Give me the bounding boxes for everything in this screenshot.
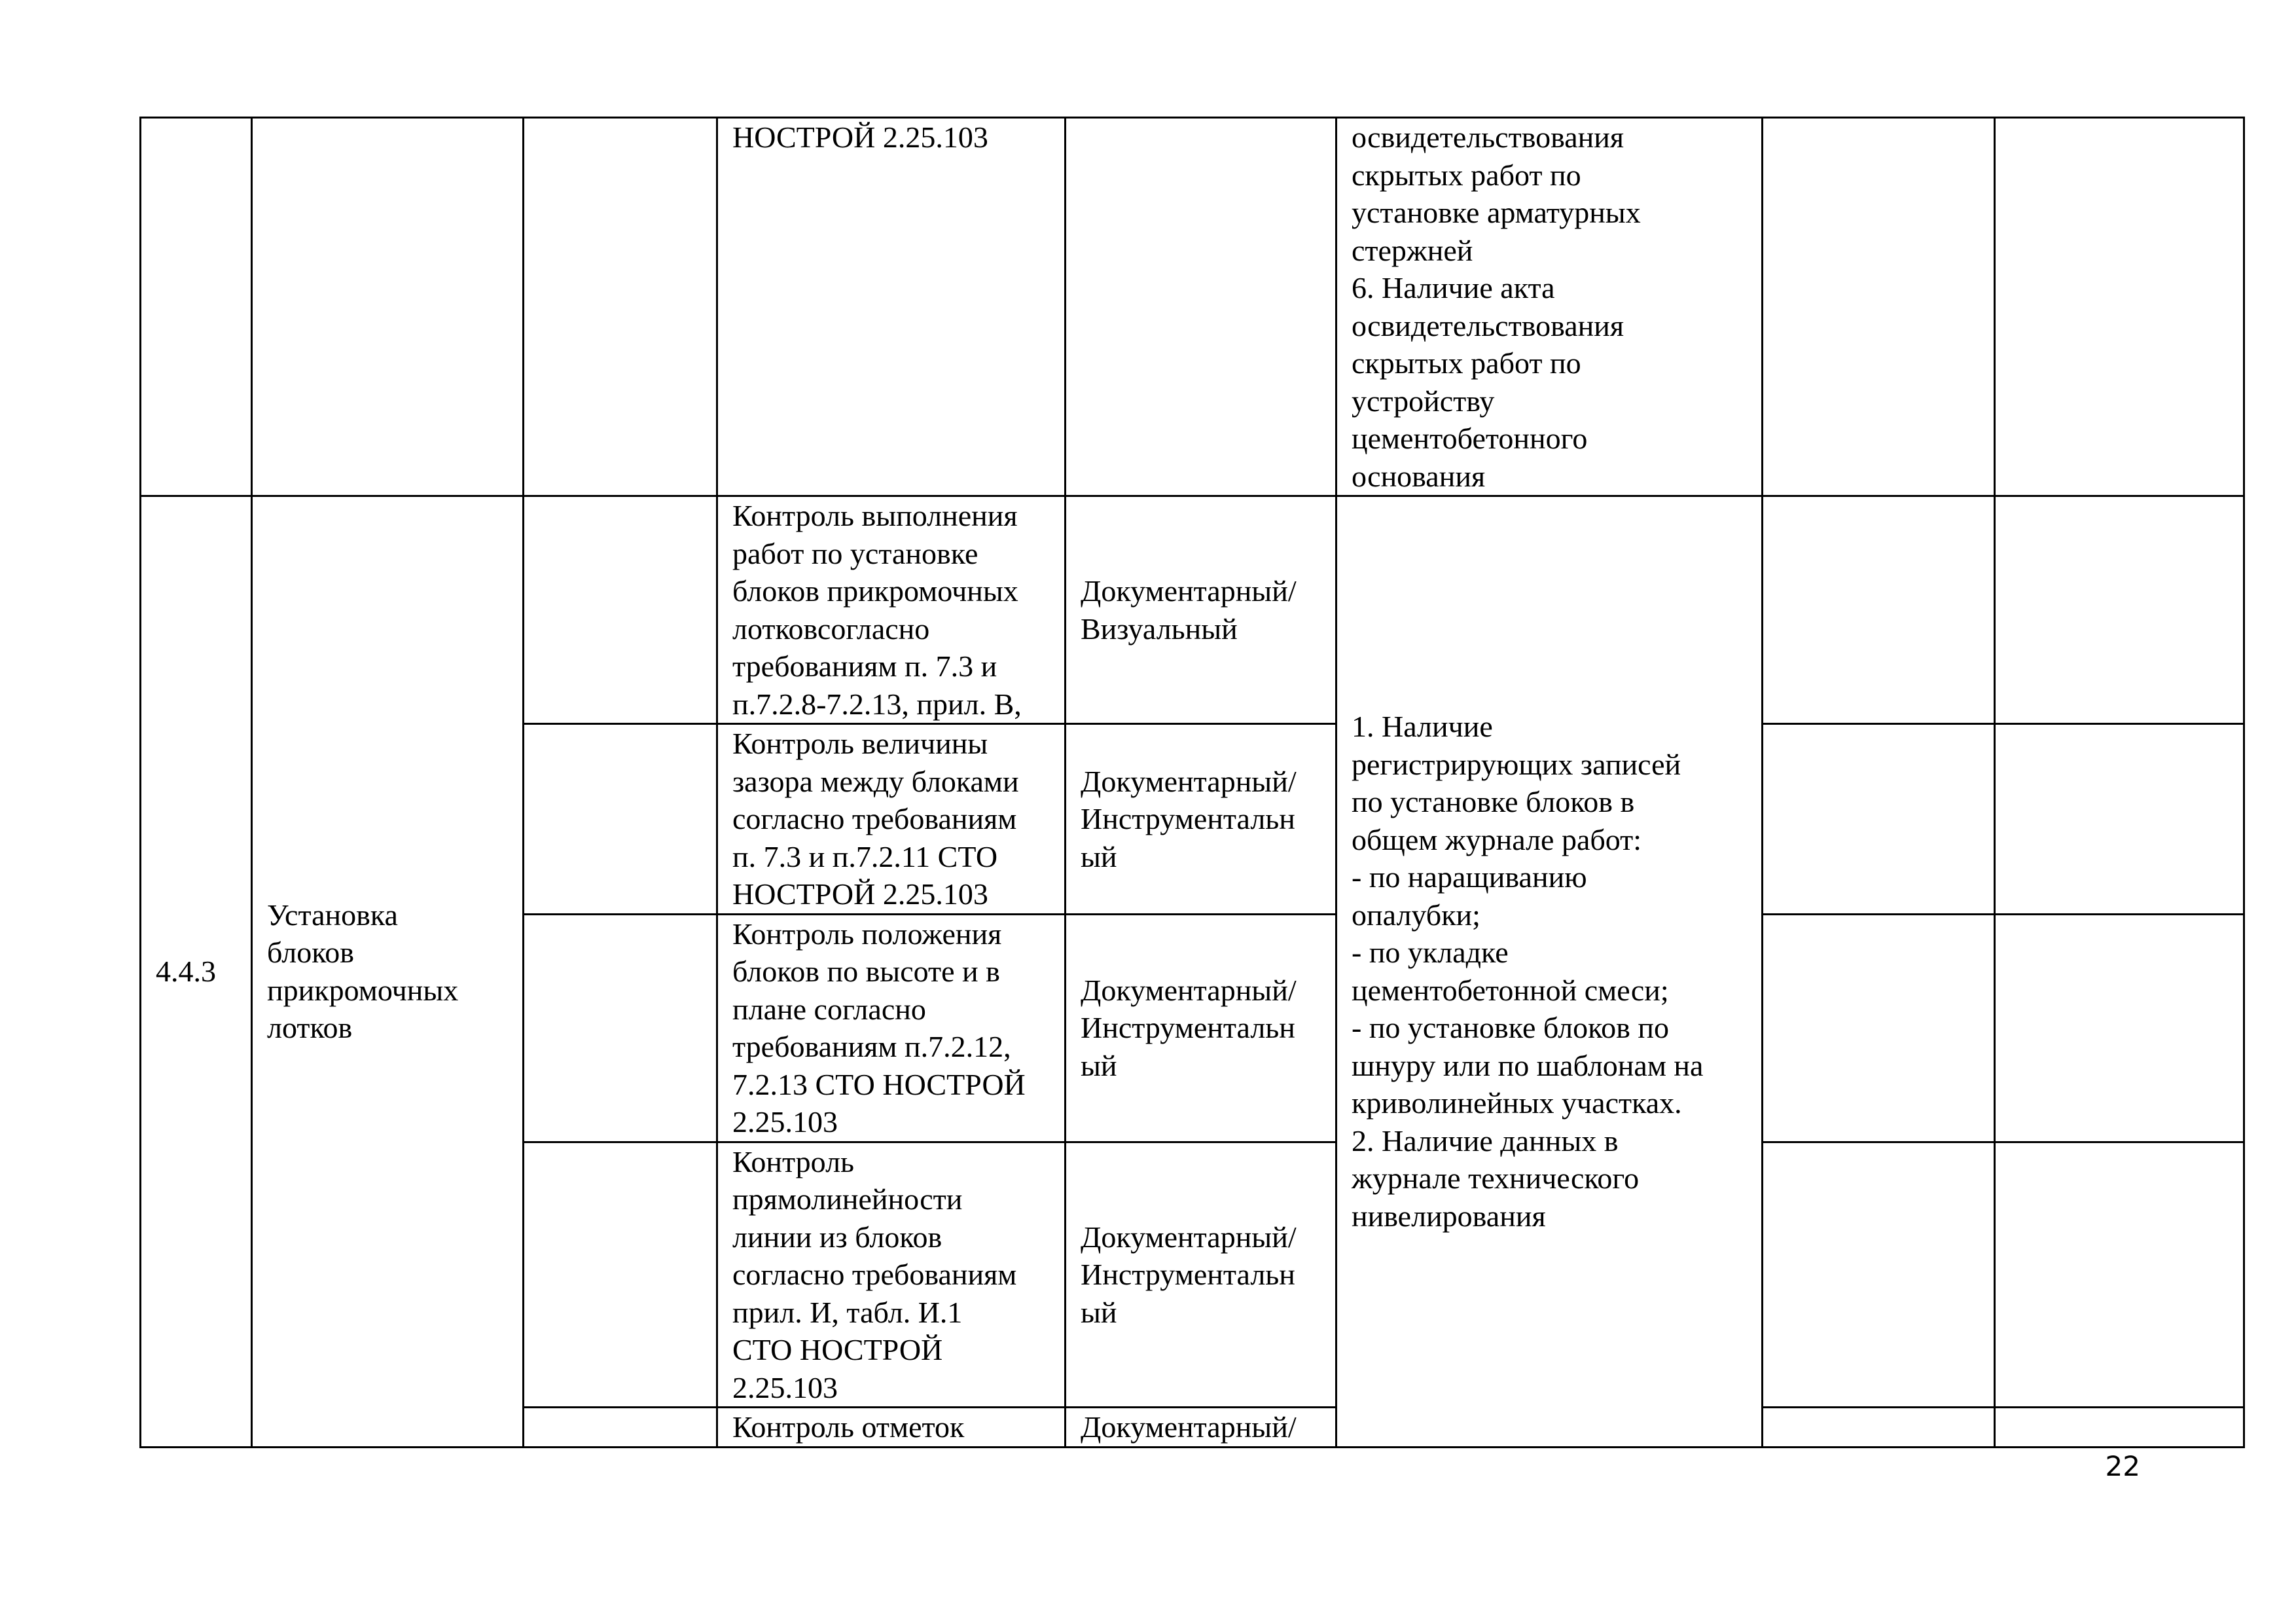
documents-cell: освидетельствования скрытых работ по установке арматурных стержней 6. Наличие акта освидетельствования скрытых работ по устройству цементобетонного основания (1336, 118, 1763, 496)
requirement-cell: Контроль величины зазора между блоками согласно требованиям п. 7.3 и п.7.2.11 СТО НОСТРОЙ 2.25.103 (717, 724, 1066, 915)
empty-cell (1995, 1408, 2244, 1448)
empty-cell (1995, 1142, 2244, 1408)
method-cell (1066, 118, 1336, 496)
requirement-cell: Контроль выполнения работ по установке блоков прикромочных лотковсогласно требованиям п. 7.3 и п.7.2.8-7.2.13, прил. В, (717, 496, 1066, 724)
empty-cell (524, 914, 717, 1142)
method-cell: Документарный/ Инструментальн ый (1066, 914, 1336, 1142)
page-number: 22 (2105, 1450, 2140, 1482)
empty-cell (524, 1408, 717, 1448)
empty-cell (1763, 496, 1995, 724)
empty-cell (1995, 496, 2244, 724)
empty-cell (524, 724, 717, 915)
section-number-cell (141, 118, 252, 496)
empty-cell (524, 118, 717, 496)
requirement-cell: Контроль прямолинейности линии из блоков согласно требованиям прил. И, табл. И.1 СТО НОСТРОЙ 2.25.103 (717, 1142, 1066, 1408)
empty-cell (1995, 724, 2244, 915)
continuation-row (141, 118, 2244, 496)
section-title-cell: Установка блоков прикромочных лотков (252, 496, 524, 1448)
method-cell: Документарный/ Инструментальн ый (1066, 1142, 1336, 1408)
requirement-cell: Контроль отметок (717, 1408, 1066, 1448)
requirement-cell: Контроль положения блоков по высоте и в плане согласно требованиям п.7.2.12, 7.2.13 СТО НОСТРОЙ 2.25.103 (717, 914, 1066, 1142)
section-number-cell: 4.4.3 (141, 496, 252, 1448)
empty-cell (1995, 914, 2244, 1142)
empty-cell (1763, 724, 1995, 915)
empty-cell (1763, 1408, 1995, 1448)
requirement-cell: НОСТРОЙ 2.25.103 (717, 118, 1066, 496)
method-cell: Документарный/ (1066, 1408, 1336, 1448)
table-row (141, 496, 2244, 724)
section-title-cell (252, 118, 524, 496)
control-table (139, 117, 2245, 1448)
empty-cell (1763, 1142, 1995, 1408)
documents-cell: 1. Наличие регистрирующих записей по установке блоков в общем журнале работ: - по наращиванию опалубки; - по укладке цементобетонной смеси; - по установке блоков по шнуру или по шаблонам на криволинейных участках. 2. Наличие данных в журнале технического нивелирования (1336, 496, 1763, 1448)
empty-cell (524, 496, 717, 724)
method-cell: Документарный/ Визуальный (1066, 496, 1336, 724)
empty-cell (524, 1142, 717, 1408)
empty-cell (1763, 118, 1995, 496)
empty-cell (1763, 914, 1995, 1142)
method-cell: Документарный/ Инструментальн ый (1066, 724, 1336, 915)
empty-cell (1995, 118, 2244, 496)
